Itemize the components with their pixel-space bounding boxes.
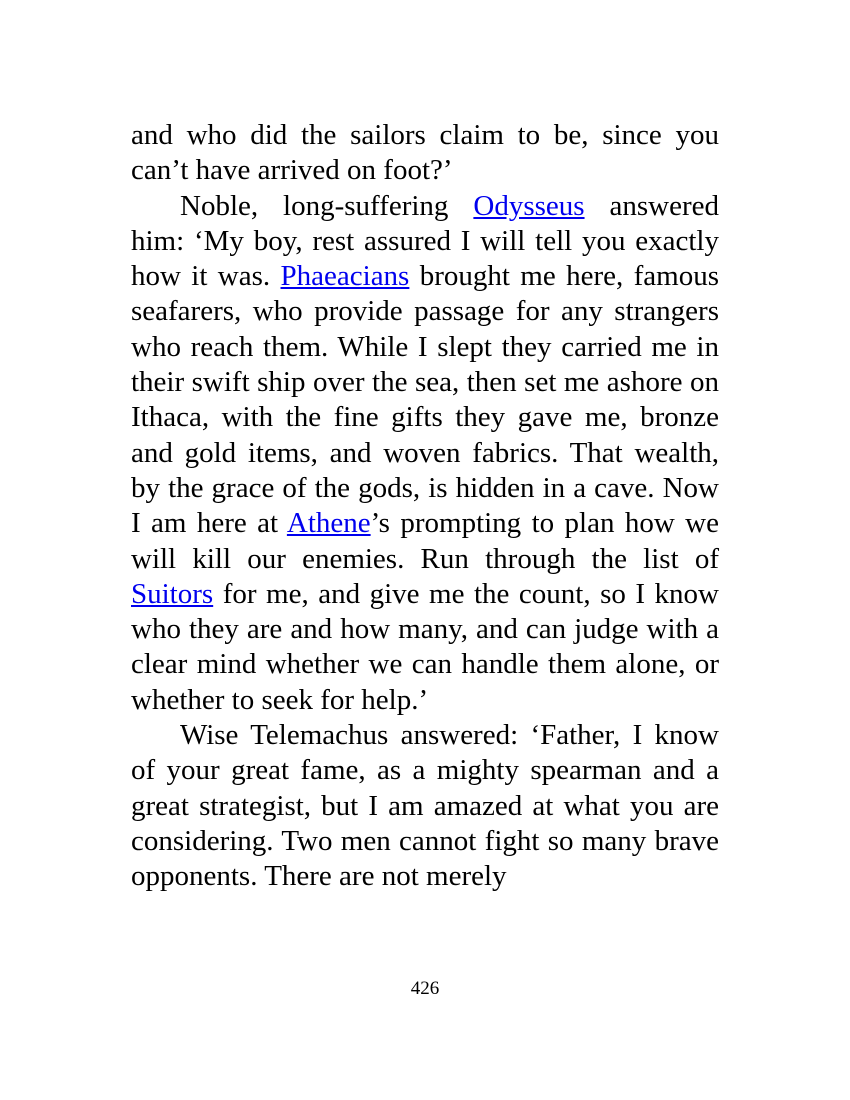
link-phaeacians[interactable]: Phaeacians xyxy=(280,260,410,293)
text-run: for me, and give me the count, so I know who they are and how many, and can judge with a clear mind whether we can handle them alone, or whether to seek for help.’ xyxy=(131,577,719,716)
paragraph-text: and who did the sailors claim to be, since you can’t have arrived on foot?’ xyxy=(131,119,719,187)
paragraph-telemachus-answer xyxy=(131,718,719,894)
text-run: ’s prompting to plan how we will kill our enemies. Run through the list of xyxy=(131,507,719,575)
link-suitors[interactable]: Suitors xyxy=(131,577,214,610)
paragraph-continuation xyxy=(131,118,719,189)
link-athene[interactable]: Athene xyxy=(286,507,371,540)
paragraph-text: Wise Telemachus answered: ‘Father, I know of your great fame, as a mighty spearman and a great strategist, but I am amazed at what you are considering. Two men cannot fight so many brave opponents. There are not merely xyxy=(131,719,719,893)
text-run: answered him: ‘My boy, rest assured I will tell you exactly how it was. xyxy=(131,189,719,293)
text-run: Noble, long-suffering xyxy=(180,189,474,222)
paragraph-odysseus-answer xyxy=(131,189,719,718)
text-run: brought me here, famous seafarers, who provide passage for any strangers who reach them. While I slept they carried me in their swift ship over the sea, then set me ashore on Ithaca, with the fine gifts they gave me, bronze and gold items, and woven fabrics. That wealth, by the grace of the gods, is hidden in a cave. Now I am here at xyxy=(131,260,719,540)
link-odysseus[interactable]: Odysseus xyxy=(473,189,585,222)
body-text xyxy=(131,118,719,895)
page-number: 426 xyxy=(410,978,440,999)
